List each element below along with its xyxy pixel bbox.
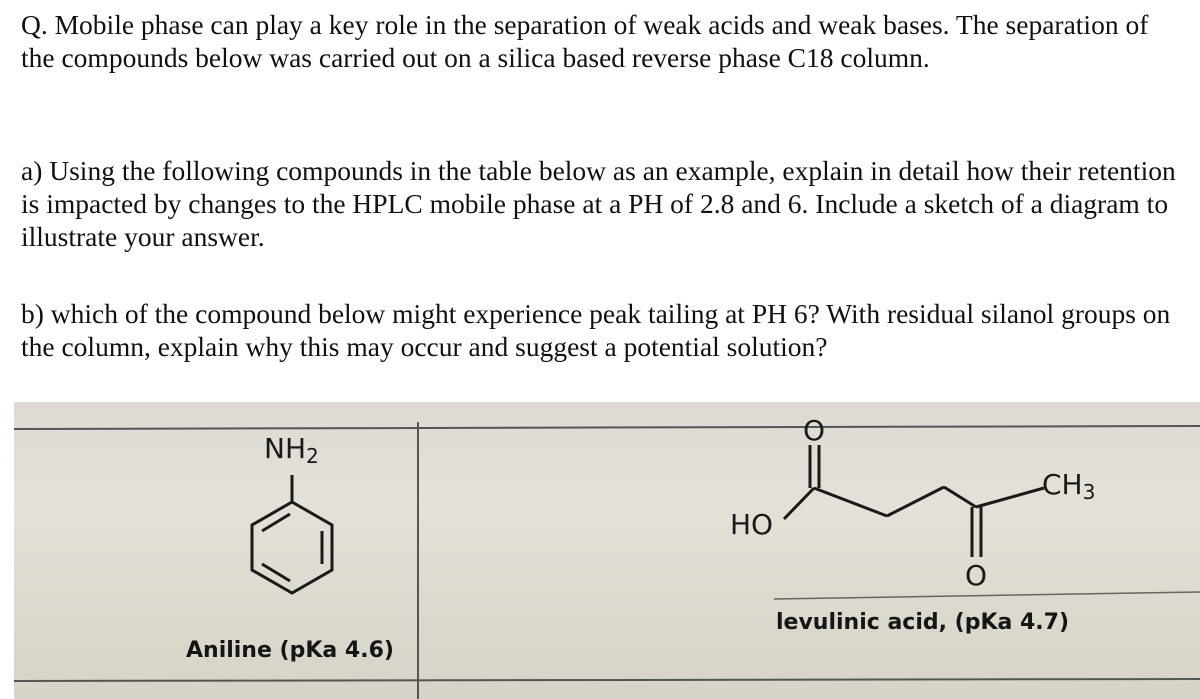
levulinic-o-top-label: O	[803, 414, 826, 447]
question-intro-text: Q. Mobile phase can play a key role in the separation of weak acids and weak bases. The separation of the compounds below was carried out on a silica based reverse phase C18 column.	[21, 9, 1149, 73]
ho-c-bond	[784, 488, 814, 519]
question-part-a: a) Using the following compounds in the table below as an example, explain in detail how their retention is impacted by changes to the HPLC mobile phase at a PH of 2.8 and 6. Include a sketch of a diagram to illustrate your answer.	[21, 155, 1176, 252]
table-top-border	[14, 426, 1200, 429]
levulinic-ch3-label	[1042, 468, 1096, 505]
aniline-nh-text: NH	[264, 432, 306, 465]
chain-bond-2	[887, 487, 944, 516]
levulinic-sub-3: 3	[1082, 480, 1096, 505]
levulinic-ch-text: CH	[1042, 468, 1083, 501]
aniline-structure	[252, 475, 332, 593]
levulinic-o-bottom-label: O	[965, 559, 988, 592]
aniline-nh2-label	[264, 432, 319, 469]
aniline-caption: Aniline (pKa 4.6)	[186, 638, 394, 663]
question-intro	[21, 8, 1186, 74]
table-bottom-border	[14, 679, 1200, 681]
levulinic-ho-label: HO	[730, 508, 774, 541]
chain-bond-1	[814, 488, 887, 516]
levulinic-caption: levulinic acid, (pKa 4.7)	[776, 610, 1070, 635]
levulinic-structure	[784, 445, 1044, 557]
question-part-b: b) which of the compound below might experience peak tailing at PH 6? With residual silanol groups on the column, explain why this may occur and suggest a potential solution?	[21, 298, 1171, 362]
benzene-ring	[252, 502, 332, 593]
ch3-bond	[976, 488, 1044, 507]
compound-table-photo	[14, 402, 1200, 699]
aniline-sub-2: 2	[306, 444, 319, 469]
table-caption-divider	[774, 592, 1200, 599]
chain-bond-3	[944, 487, 976, 507]
